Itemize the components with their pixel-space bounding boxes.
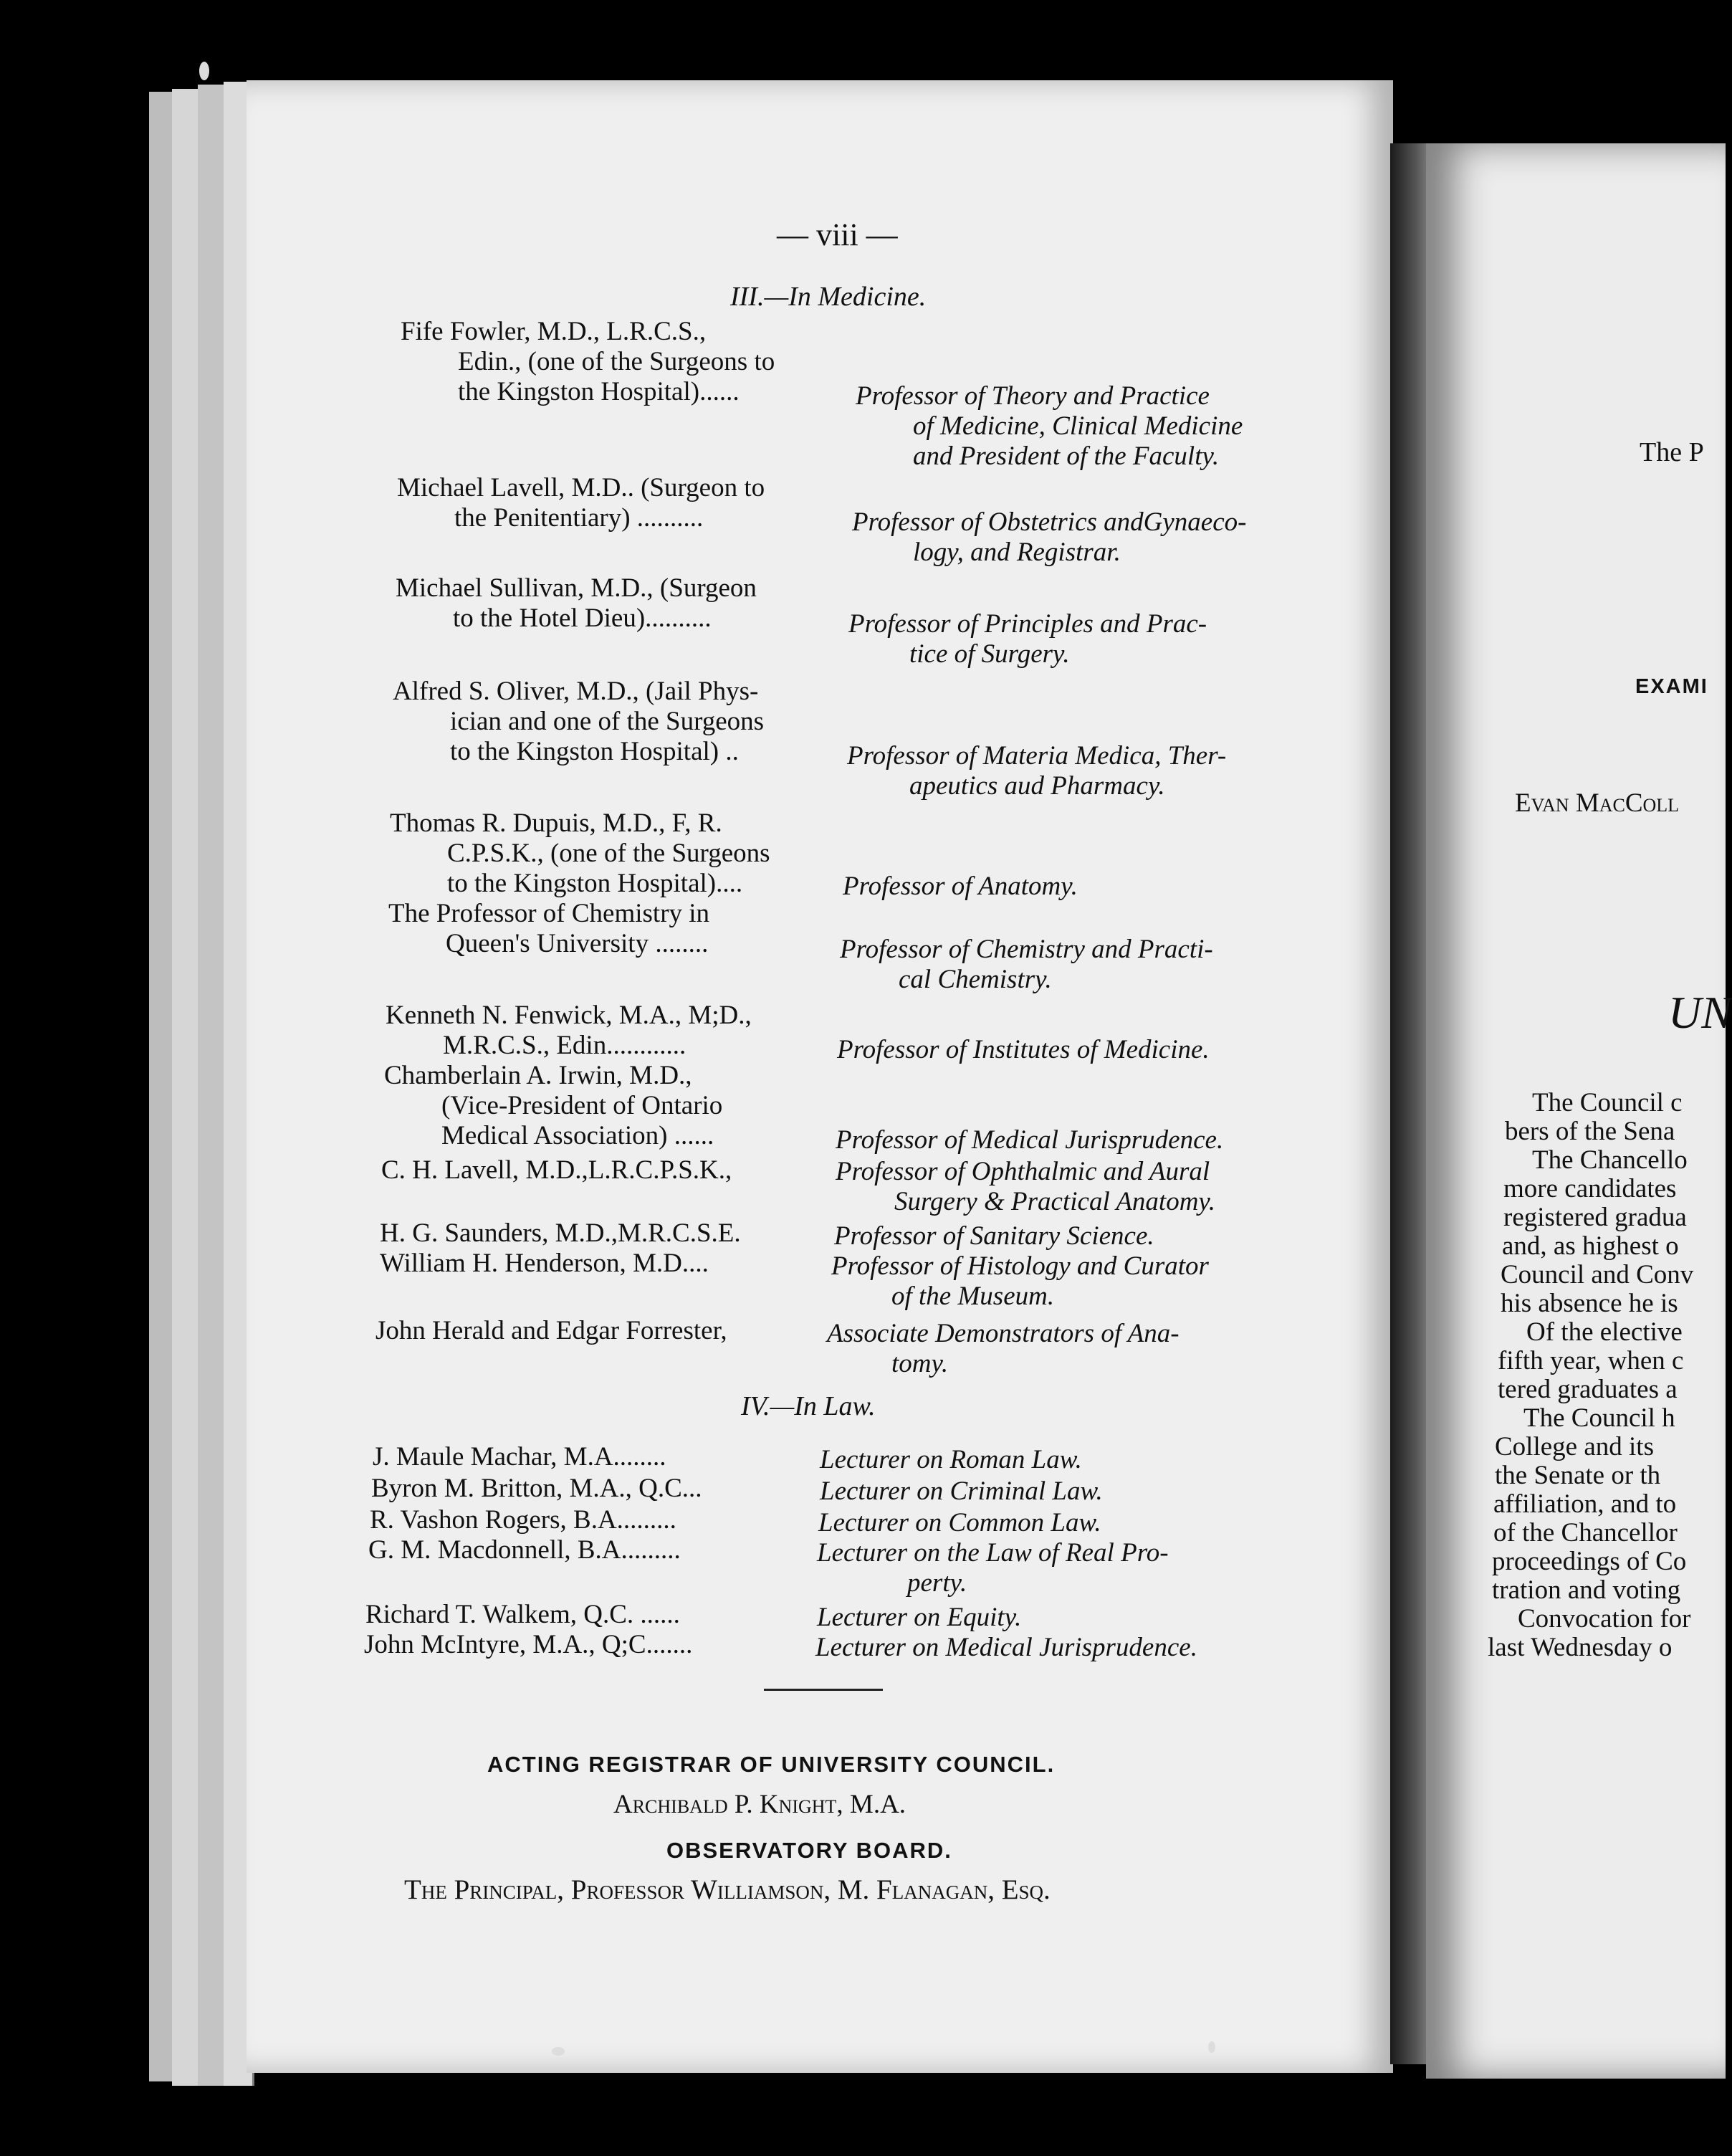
right-line: Council and Conv <box>1501 1260 1694 1289</box>
right-line: his absence he is <box>1501 1289 1678 1318</box>
scan-speck <box>199 62 209 80</box>
entry-name: C. H. Lavell, M.D.,L.R.C.P.S.K., <box>381 1155 732 1185</box>
scan-speck <box>1208 2041 1215 2053</box>
right-line: Of the elective <box>1526 1317 1683 1347</box>
law-title: perty. <box>907 1568 967 1598</box>
right-line: Convocation for <box>1518 1604 1691 1633</box>
scan-speck <box>552 2047 565 2056</box>
entry-name: ician and one of the Surgeons <box>450 707 765 736</box>
right-line: more candidates <box>1503 1174 1677 1203</box>
entry-name: Queen's University ........ <box>446 929 709 958</box>
law-title: Lecturer on Common Law. <box>818 1508 1101 1537</box>
right-line: fifth year, when c <box>1498 1346 1684 1375</box>
section-heading-medicine: III.—In Medicine. <box>730 282 927 312</box>
entry-title: Associate Demonstrators of Ana- <box>827 1319 1180 1348</box>
right-fragment: The P <box>1640 437 1704 467</box>
registrar-name: Archibald P. Knight, M.A. <box>613 1790 906 1819</box>
entry-name: (Vice-President of Ontario <box>441 1091 723 1120</box>
right-heading: EXAMI <box>1635 675 1708 698</box>
law-title: Lecturer on Equity. <box>817 1603 1022 1632</box>
entry-name: Michael Sullivan, M.D., (Surgeon <box>396 573 757 603</box>
right-line: The Chancello <box>1532 1145 1688 1175</box>
entry-name: to the Kingston Hospital).... <box>447 869 743 898</box>
entry-name: Michael Lavell, M.D.. (Surgeon to <box>397 473 765 502</box>
law-title: Lecturer on the Law of Real Pro- <box>817 1538 1169 1568</box>
right-line: bers of the Sena <box>1505 1117 1675 1146</box>
entry-title: Surgery & Practical Anatomy. <box>894 1187 1216 1216</box>
right-line: and, as highest o <box>1502 1231 1679 1261</box>
section-heading-law: IV.—In Law. <box>741 1391 876 1421</box>
divider-rule <box>764 1689 883 1691</box>
right-line: last Wednesday o <box>1488 1633 1673 1662</box>
entry-title: Professor of Medical Jurisprudence. <box>836 1125 1224 1155</box>
entry-title: Professor of Materia Medica, Ther- <box>847 741 1227 771</box>
right-line: tered graduates a <box>1498 1375 1678 1404</box>
entry-name: William H. Henderson, M.D.... <box>380 1249 709 1278</box>
registrar-heading: ACTING REGISTRAR OF UNIVERSITY COUNCIL. <box>487 1752 1056 1777</box>
right-line: the Senate or th <box>1495 1461 1661 1490</box>
page-number: — viii — <box>777 217 898 252</box>
entry-name: Kenneth N. Fenwick, M.A., M;D., <box>386 1001 752 1030</box>
law-title: Lecturer on Roman Law. <box>820 1445 1082 1474</box>
right-line: proceedings of Co <box>1492 1547 1687 1576</box>
left-page <box>247 80 1393 2073</box>
entry-name: M.R.C.S., Edin............ <box>443 1031 686 1060</box>
entry-name: John Herald and Edgar Forrester, <box>375 1316 727 1345</box>
right-line: affiliation, and to <box>1493 1489 1677 1519</box>
entry-name: H. G. Saunders, M.D.,M.R.C.S.E. <box>380 1218 741 1248</box>
entry-title: Professor of Ophthalmic and Aural <box>836 1157 1210 1186</box>
right-line: College and its <box>1495 1432 1654 1461</box>
right-line: The Council h <box>1523 1403 1675 1433</box>
entry-name: the Penitentiary) .......... <box>454 503 704 533</box>
entry-title: Professor of Sanitary Science. <box>834 1221 1154 1251</box>
entry-title: of Medicine, Clinical Medicine <box>913 411 1243 441</box>
entry-name: The Professor of Chemistry in <box>388 899 710 928</box>
law-name: J. Maule Machar, M.A........ <box>373 1442 666 1471</box>
law-name: R. Vashon Rogers, B.A......... <box>370 1505 676 1535</box>
entry-title: and President of the Faculty. <box>913 442 1220 471</box>
law-title: Lecturer on Criminal Law. <box>820 1477 1103 1506</box>
right-line: tration and voting <box>1492 1575 1681 1605</box>
entry-name: Thomas R. Dupuis, M.D., F, R. <box>390 808 722 838</box>
entry-title: Professor of Principles and Prac- <box>848 609 1207 639</box>
law-name: John McIntyre, M.A., Q;C....... <box>364 1630 693 1659</box>
observatory-heading: OBSERVATORY BOARD. <box>666 1838 952 1863</box>
entry-name: Medical Association) ...... <box>441 1121 714 1150</box>
entry-name: Chamberlain A. Irwin, M.D., <box>384 1061 692 1090</box>
entry-title: tice of Surgery. <box>909 639 1070 669</box>
right-line: The Council c <box>1532 1088 1683 1117</box>
entry-title: of the Museum. <box>891 1282 1055 1311</box>
law-name: Byron M. Britton, M.A., Q.C... <box>371 1474 702 1503</box>
right-page <box>1426 143 1732 2079</box>
entry-name: Fife Fowler, M.D., L.R.C.S., <box>401 317 707 346</box>
right-title: UN <box>1668 987 1732 1038</box>
entry-title: Professor of Histology and Curator <box>831 1251 1209 1281</box>
entry-name: Alfred S. Oliver, M.D., (Jail Phys- <box>393 677 759 706</box>
entry-title: tomy. <box>891 1349 949 1378</box>
law-name: Richard T. Walkem, Q.C. ...... <box>365 1600 680 1629</box>
entry-title: Professor of Institutes of Medicine. <box>837 1035 1210 1064</box>
entry-name: the Kingston Hospital)...... <box>458 377 740 406</box>
entry-title: Professor of Chemistry and Practi- <box>840 935 1213 964</box>
entry-title: logy, and Registrar. <box>913 538 1121 567</box>
entry-name: to the Hotel Dieu).......... <box>453 604 712 633</box>
entry-title: apeutics aud Pharmacy. <box>909 771 1165 801</box>
entry-title: cal Chemistry. <box>899 965 1052 994</box>
entry-name: to the Kingston Hospital) .. <box>450 737 739 766</box>
entry-title: Professor of Anatomy. <box>843 872 1078 901</box>
law-name: G. M. Macdonnell, B.A......... <box>368 1535 681 1565</box>
right-name: Evan MacColl <box>1515 788 1680 818</box>
observatory-members: The Principal, Professor Williamson, M. Flanagan, Esq. <box>404 1874 1051 1905</box>
law-title: Lecturer on Medical Jurisprudence. <box>815 1633 1197 1662</box>
entry-title: Professor of Theory and Practice <box>856 381 1210 411</box>
entry-title: Professor of Obstetrics andGynaeco- <box>852 507 1247 537</box>
right-line: registered gradua <box>1503 1203 1687 1232</box>
entry-name: C.P.S.K., (one of the Surgeons <box>447 839 770 868</box>
right-line: of the Chancellor <box>1493 1518 1678 1547</box>
entry-name: Edin., (one of the Surgeons to <box>458 347 775 376</box>
